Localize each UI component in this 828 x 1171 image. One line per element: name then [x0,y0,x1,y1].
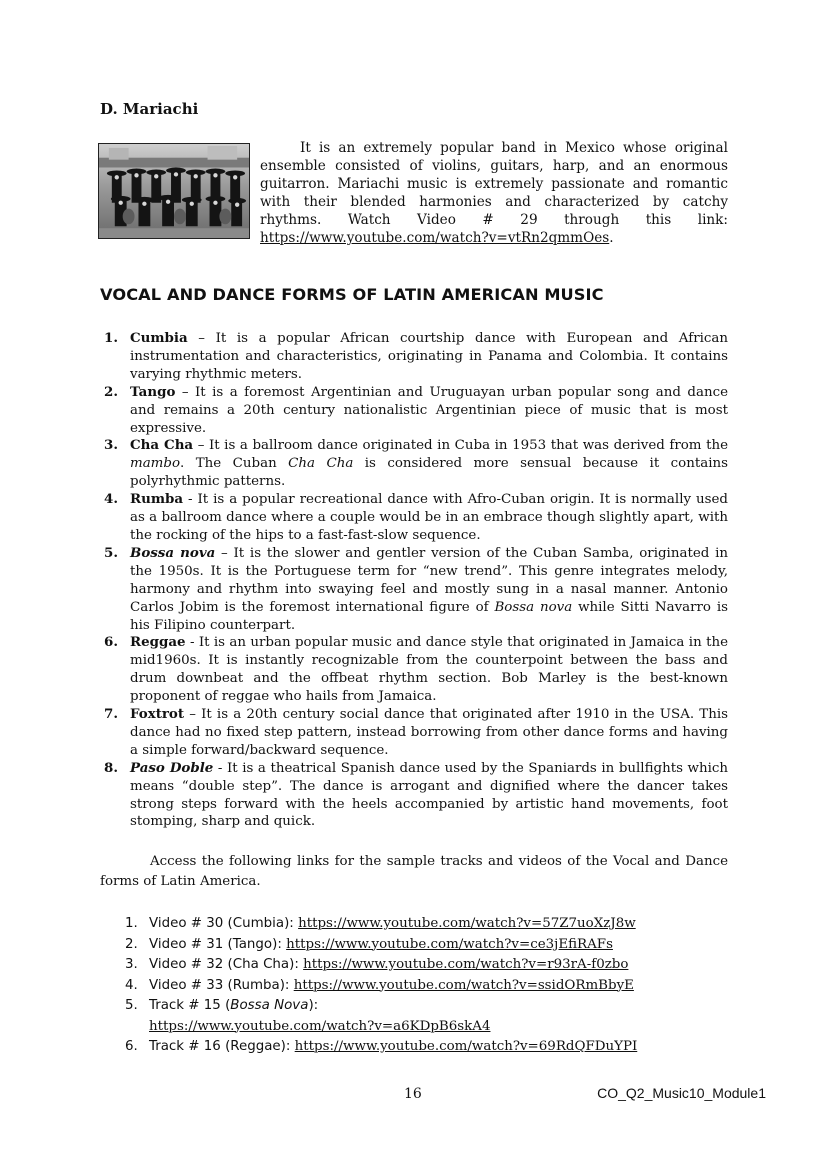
dance-term: Reggae [130,634,186,651]
dance-description: – It is a ballroom dance originated in Cuba in 1953 that was derived from the [193,438,728,454]
mariachi-video-link[interactable]: https://www.youtube.com/watch?v=vtRn2qmmOes [260,230,610,246]
dance-description: – It is a 20th century social dance that originated after 1910 in the USA. This dance had no fixed step pattern, instead borrowing from other dance forms and having a simple forward/backward sequence. [130,707,728,758]
link-label: Track # 16 (Reggae): [149,1039,295,1054]
list-number: 7. [104,706,118,723]
link-label [149,998,318,1013]
section-heading-mariachi: D. Mariachi [100,100,199,118]
dance-term: Paso Doble [130,759,214,776]
dance-emphasis: Cha Cha [288,456,354,472]
link-label: Video # 31 (Tango): [149,936,287,952]
track-link[interactable]: https://www.youtube.com/watch?v=a6KDpB6skA4 [149,1018,491,1034]
list-number: 3. [125,957,138,972]
dance-description: – It is the slower and gentler version of the Cuban Samba, originated in the 1950s. It is the Portuguese term for “new trend”. This genre integrates melody, harmony and rhythm into swaying feel and mostly sung in a nasal manner. Antonio Carlos Jobim is the foremost international figure of [130,545,728,615]
dance-term: Cumbia [130,330,188,346]
link-label: Video # 30 (Cumbia): [149,916,299,931]
dance-description: - It is a popular recreational dance with Afro-Cuban origin. It is normally used as a ballroom dance where a couple would be in an embrace though slightly apart, with the rocking of the hips to a fast-fast-slow sequence. [130,492,728,543]
dance-term: Tango [130,383,176,400]
dance-emphasis: Bossa nova [494,599,573,615]
link-label: Video # 32 (Cha Cha): [149,957,304,972]
list-number: 5. [104,544,118,561]
list-item [125,914,745,935]
dance-description: is considered more sensual because it contains polyrhythmic patterns. [130,456,728,490]
list-item [100,384,728,438]
list-item [125,935,745,956]
dance-description: - It is an urban popular music and dance style that originated in Jamaica in the mid1960s. It is instantly recognizable from the counterpoint between the bass and drum downbeat and the offbeat rhythm section. Bob Marley is the best-known proponent of reggae who hails from Jamaica. [130,635,728,705]
video-link[interactable]: https://www.youtube.com/watch?v=ssidORmBbyE [293,977,634,993]
module-code: CO_Q2_Music10_Module1 [597,1085,766,1101]
list-item [100,634,728,706]
dance-description: - It is a theatrical Spanish dance used by the Spaniards in bullfights which means “double step”. The dance is arrogant and dignified where the dancer takes strong steps forward with the heels accompanied by artistic hand movements, foot stomping, sharp and quick. [130,760,729,830]
list-item [100,491,728,545]
list-item [100,706,728,760]
list-item [125,976,745,997]
dance-emphasis: mambo [130,456,181,472]
mariachi-band-photo [98,143,250,239]
mariachi-photo-graphic [99,144,249,238]
mariachi-description [260,139,728,247]
access-links-paragraph: Access the following links for the sample tracks and videos of the Vocal and Dance forms of Latin America. [100,854,728,889]
mariachi-description-period: . [609,230,614,246]
dance-term: Bossa nova [130,544,216,561]
link-label-prefix: Track # 15 ( [149,998,231,1013]
section-title-vocal-dance: VOCAL AND DANCE FORMS OF LATIN AMERICAN MUSIC [100,285,604,304]
list-number: 4. [125,977,138,993]
list-number: 6. [104,634,118,651]
dance-term: Rumba [130,491,184,508]
list-number: 1. [125,916,138,931]
dance-forms-list [100,330,728,831]
video-link[interactable]: https://www.youtube.com/watch?v=r93rA-f0zbo [303,957,629,972]
list-number: 2. [125,936,138,952]
dance-term: Foxtrot [130,706,185,723]
list-number: 2. [104,383,118,400]
link-label-emphasis: Bossa Nova [230,998,309,1013]
list-item [125,996,745,1037]
list-number: 4. [104,491,118,508]
sample-links-list [125,914,745,1058]
dance-description: . The Cuban [180,456,289,472]
video-link[interactable]: https://www.youtube.com/watch?v=ce3jEfiRAFs [286,936,613,952]
dance-term: Cha Cha [130,437,194,454]
list-item [100,437,728,491]
link-label-suffix: ): [308,998,319,1013]
list-item [125,955,745,976]
dance-description: – It is a foremost Argentinian and Uruguayan urban popular song and dance and remains a 20th century nationalistic Argentinian piece of music that is most expressive. [130,384,728,436]
list-item [100,760,728,832]
page-number: 16 [404,1086,422,1102]
list-number: 3. [104,437,118,454]
dance-description: – It is a popular African courtship dance with European and African instrumentation and characteristics, originating in Panama and Colombia. It contains varying rhythmic meters. [130,331,728,382]
link-label: Video # 33 (Rumba): [149,977,294,993]
track-link[interactable]: https://www.youtube.com/watch?v=69RdQFDuYPI [294,1039,638,1054]
mariachi-description-text: It is an extremely popular band in Mexico whose original ensemble consisted of violins, guitars, harp, and an enormous guitarron. Mariachi music is extremely passionate and romantic with their blended harmonies and characterized by catchy rhythms. Watch Video # 29 through this link: [260,140,728,228]
list-item [125,1037,745,1058]
list-number: 5. [125,998,138,1013]
dance-description: while Sitti Navarro is his Filipino counterpart. [130,599,728,633]
list-number: 6. [125,1039,138,1054]
list-number: 1. [104,330,118,346]
list-number: 8. [104,759,118,776]
video-link[interactable]: https://www.youtube.com/watch?v=57Z7uoXzJ8w [298,916,636,931]
list-item [100,545,728,635]
list-item [100,330,728,384]
